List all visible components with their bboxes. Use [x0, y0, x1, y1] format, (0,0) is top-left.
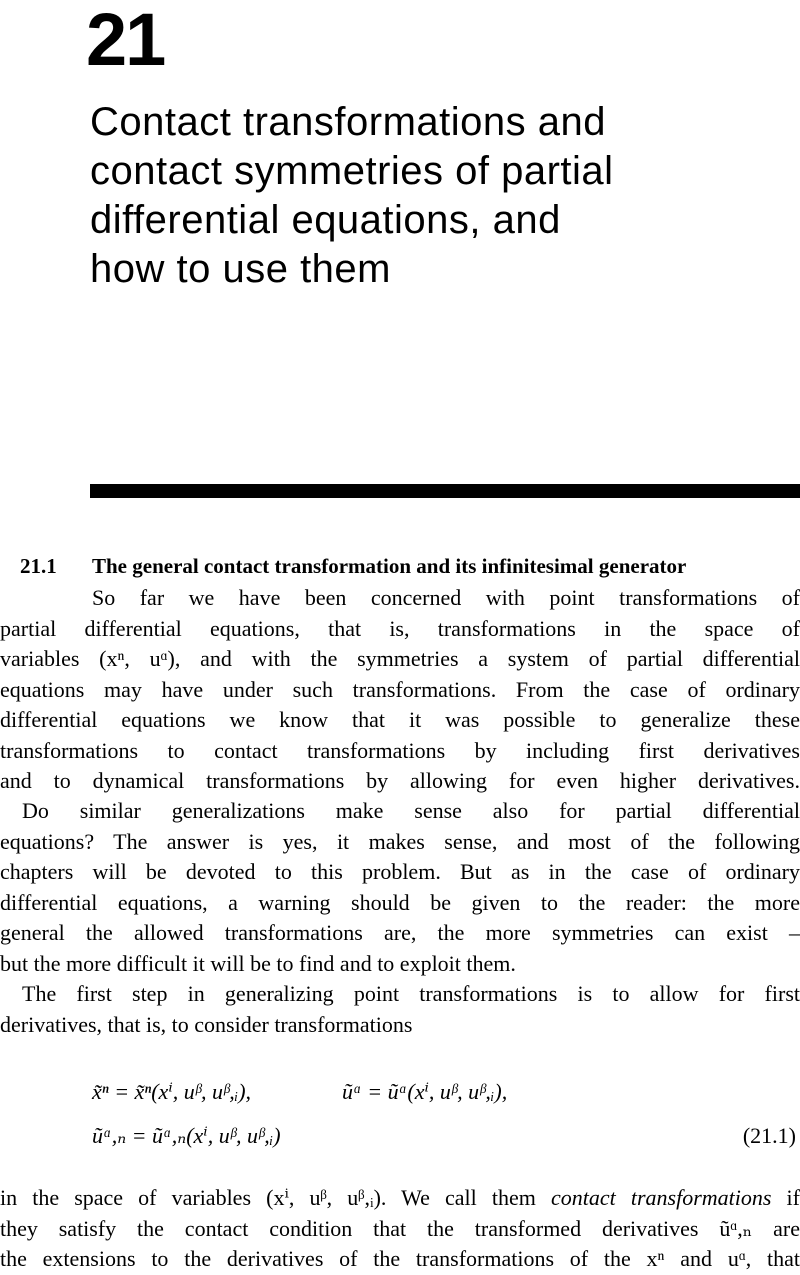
- text-line: the extensions to the derivatives of the transformations of the xⁿ and uᵅ, that: [0, 1246, 800, 1271]
- equation-term: x̃ⁿ = x̃ⁿ(xⁱ, uᵝ, uᵝ,ᵢ),: [92, 1079, 252, 1104]
- text-line: transformations to contact transformations by including first derivatives: [0, 737, 800, 763]
- chapter-divider: [90, 484, 800, 498]
- text-line: they satisfy the contact condition that the transformed derivatives ũᵅ,ₙ are: [0, 1215, 800, 1241]
- chapter-title: [90, 98, 780, 294]
- paragraph-1: [0, 583, 800, 797]
- text-line: differential equations we know that it was possible to generalize these: [0, 707, 800, 732]
- chapter-title-line: contact symmetries of partial: [90, 149, 614, 193]
- paragraph-2: [0, 796, 800, 979]
- chapter-title-line: differential equations, and: [90, 198, 561, 242]
- text-segment: if: [771, 1185, 800, 1210]
- equation-line-1-left: [92, 1077, 251, 1107]
- section-number: 21.1: [20, 554, 57, 578]
- text-line: chapters will be devoted to this problem. But as in the case of ordinary: [0, 859, 800, 884]
- text-line: [0, 1183, 800, 1214]
- text-line: but the more difficult it will be to find and to exploit them.: [0, 950, 516, 976]
- text-line: differential equations, a warning should be given to the reader: the more: [0, 889, 800, 915]
- chapter-title-line: Contact transformations and: [90, 100, 606, 144]
- text-line: equations? The answer is yes, it makes sense, and most of the following: [0, 828, 800, 854]
- text-line: Do similar generalizations make sense also for partial differential: [22, 798, 800, 823]
- text-line: So far we have been concerned with point transformations of: [92, 585, 800, 610]
- chapter-number: 21: [86, 0, 165, 81]
- section-heading: [20, 553, 800, 579]
- equation-term: ũᵅ = ũᵅ(xⁱ, uᵝ, uᵝ,ᵢ),: [342, 1079, 508, 1104]
- text-line: equations may have under such transformations. From the case of ordinary: [0, 676, 800, 702]
- paragraph-4: [0, 1183, 800, 1275]
- emphasis-term: contact transformations: [550, 1185, 772, 1210]
- section-title: The general contact transformation and its infinitesimal generator: [92, 554, 687, 578]
- text-line: and to dynamical transformations by allowing for even higher derivatives.: [0, 768, 800, 793]
- text-line: variables (xⁿ, uᵅ), and with the symmetries a system of partial differential: [0, 646, 800, 671]
- text-segment: in the space of variables (xⁱ, uᵝ, uᵝ,ᵢ). We call them: [0, 1185, 551, 1210]
- paragraph-3: [0, 979, 800, 1040]
- text-line: general the allowed transformations are, the more symmetries can exist –: [0, 920, 800, 945]
- equation-term: ũᵅ,ₙ = ũᵅ,ₙ(xⁱ, uᵝ, uᵝ,ᵢ): [92, 1123, 281, 1148]
- text-line: partial differential equations, that is, transformations in the space of: [0, 615, 800, 641]
- chapter-title-line: how to use them: [90, 247, 391, 291]
- equation-number: (21.1): [742, 1123, 796, 1148]
- equation-line-1-right: [342, 1077, 507, 1107]
- equation-line-2: [92, 1121, 281, 1151]
- text-line: The first step in generalizing point transformations is to allow for first: [22, 981, 800, 1006]
- text-line: derivatives, that is, to consider transformations: [0, 1011, 413, 1037]
